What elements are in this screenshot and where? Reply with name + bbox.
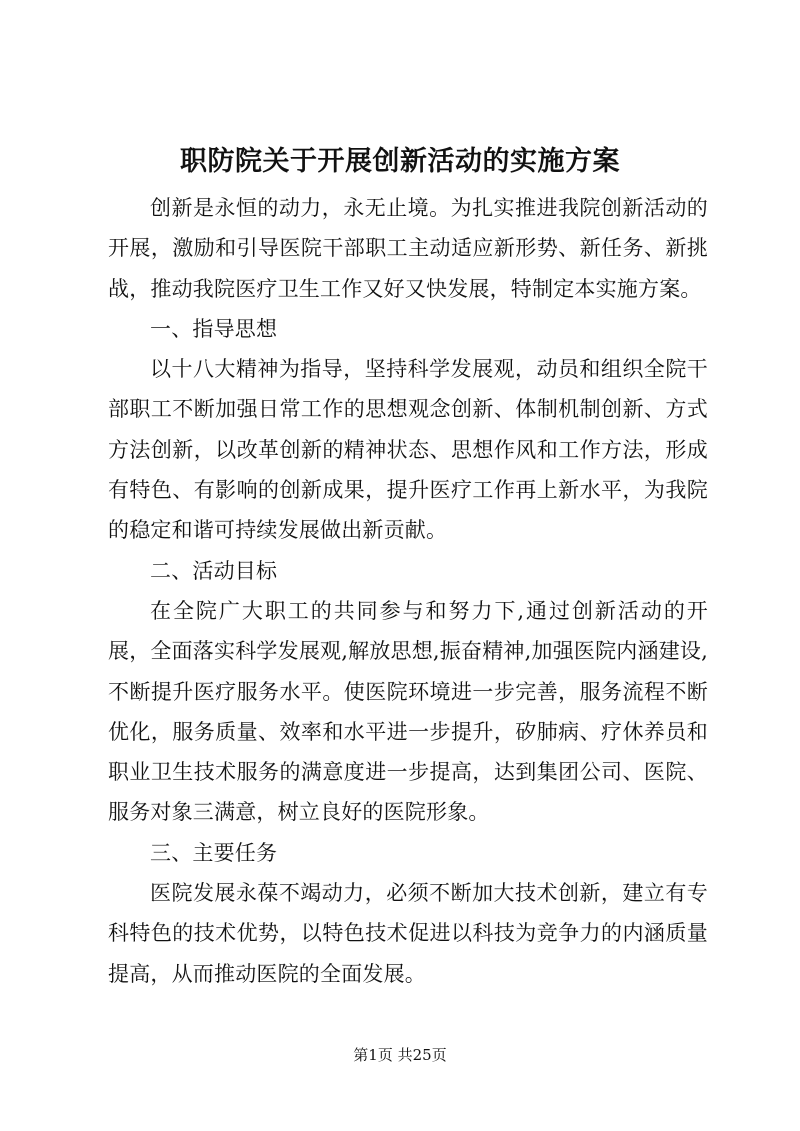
paragraph-activity-goals: 在全院广大职工的共同参与和努力下,通过创新活动的开展，全面落实科学发展观,解放思想,振奋精神,加强医院内涵建设,不断提升医疗服务水平。使医院环境进一步完善，服务流程不断优化，服务质量、效率和水平进一步提升，矽肺病、疗休养员和职业卫生技术服务的满意度进一步提高，达到集团公司、医院、服务对象三满意，树立良好的医院形象。: [108, 598, 708, 825]
document-title: 职防院关于开展创新活动的实施方案: [180, 146, 620, 177]
section-heading-main-tasks: 三、主要任务: [150, 840, 278, 865]
document-body: [108, 188, 708, 994]
page-footer: 第1页 共25页: [353, 1046, 447, 1064]
paragraph-main-tasks: 医院发展永葆不竭动力，必须不断加大技术创新，建立有专科特色的技术优势，以特色技术促进以科技为竞争力的内涵质量提高，从而推动医院的全面发展。: [108, 881, 708, 986]
section-heading-activity-goals: 二、活动目标: [150, 558, 278, 583]
section-heading-guiding-ideology: 一、指导思想: [150, 316, 278, 341]
paragraph-guiding-ideology: 以十八大精神为指导，坚持科学发展观，动员和组织全院干部职工不断加强日常工作的思想观念创新、体制机制创新、方式方法创新，以改革创新的精神状态、思想作风和工作方法，形成有特色、有影响的创新成果，提升医疗工作再上新水平，为我院的稳定和谐可持续发展做出新贡献。: [108, 357, 708, 543]
paragraph-intro: 创新是永恒的动力，永无止境。为扎实推进我院创新活动的开展，激励和引导医院干部职工主动适应新形势、新任务、新挑战，推动我院医疗卫生工作又好又快发展，特制定本实施方案。: [108, 196, 708, 301]
